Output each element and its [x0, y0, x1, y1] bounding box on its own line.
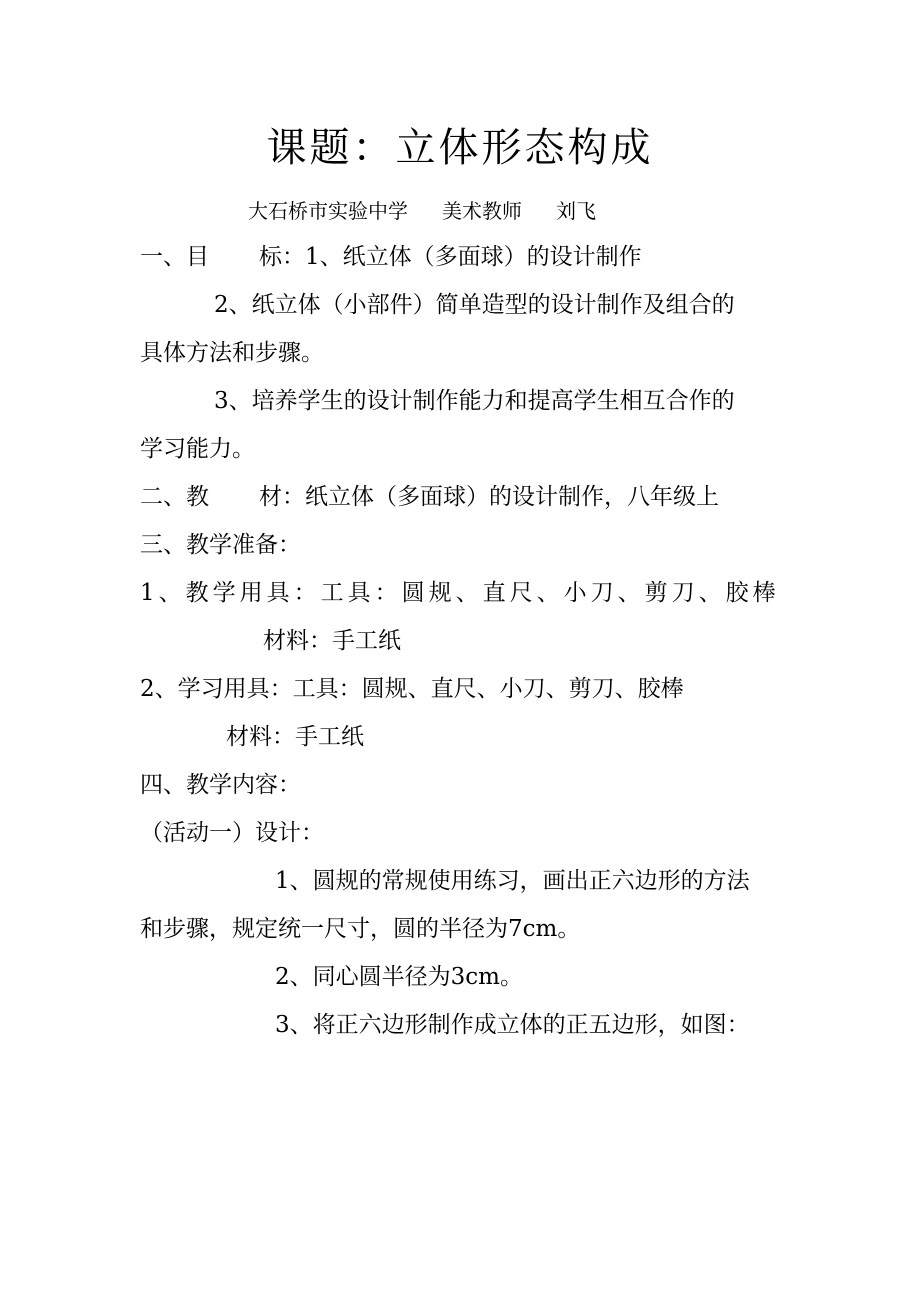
author-name: 刘飞: [556, 199, 596, 223]
goal-item-2a: 2、纸立体（小部件）简单造型的设计制作及组合的: [214, 292, 735, 318]
goal-item-1: 1、纸立体（多面球）的设计制作: [305, 244, 642, 270]
author-role: 美术教师: [442, 199, 522, 223]
learn-tools: 2、学习用具：工具：圆规、直尺、小刀、剪刀、胶棒: [140, 676, 684, 702]
author-school: 大石桥市实验中学: [248, 199, 408, 223]
material-line: [140, 482, 719, 512]
step-2: 2、同心圆半径为3cm。: [275, 964, 523, 990]
goal-item-3a: 3、培养学生的设计制作能力和提高学生相互合作的: [214, 388, 735, 414]
material-heading-b: 材：纸立体（多面球）的设计制作，八年级上: [259, 484, 719, 510]
teach-tools: 1、教学用具：工具：圆规、直尺、小刀、剪刀、胶棒: [140, 580, 780, 606]
prep-heading: 三、教学准备：: [140, 532, 301, 558]
page-title: 课题：立体形态构成: [266, 125, 654, 171]
content-heading: 四、教学内容：: [140, 772, 301, 798]
teach-materials: 材料：手工纸: [263, 628, 401, 654]
author-line: [248, 196, 596, 226]
step-3: 3、将正六边形制作成立体的正五边形，如图：: [275, 1012, 750, 1038]
goal-heading-a: 一、目: [140, 244, 209, 270]
step-1a: 1、圆规的常规使用练习，画出正六边形的方法: [275, 868, 750, 894]
goal-heading-b: 标：: [259, 244, 305, 270]
activity-heading: （活动一）设计：: [140, 820, 324, 846]
material-heading-a: 二、教: [140, 484, 209, 510]
step-1b: 和步骤，规定统一尺寸，圆的半径为7cm。: [140, 916, 581, 942]
learn-materials: 材料：手工纸: [226, 724, 364, 750]
goal-line: [140, 242, 642, 272]
goal-item-3b: 学习能力。: [140, 436, 255, 462]
goal-item-2b: 具体方法和步骤。: [140, 340, 324, 366]
